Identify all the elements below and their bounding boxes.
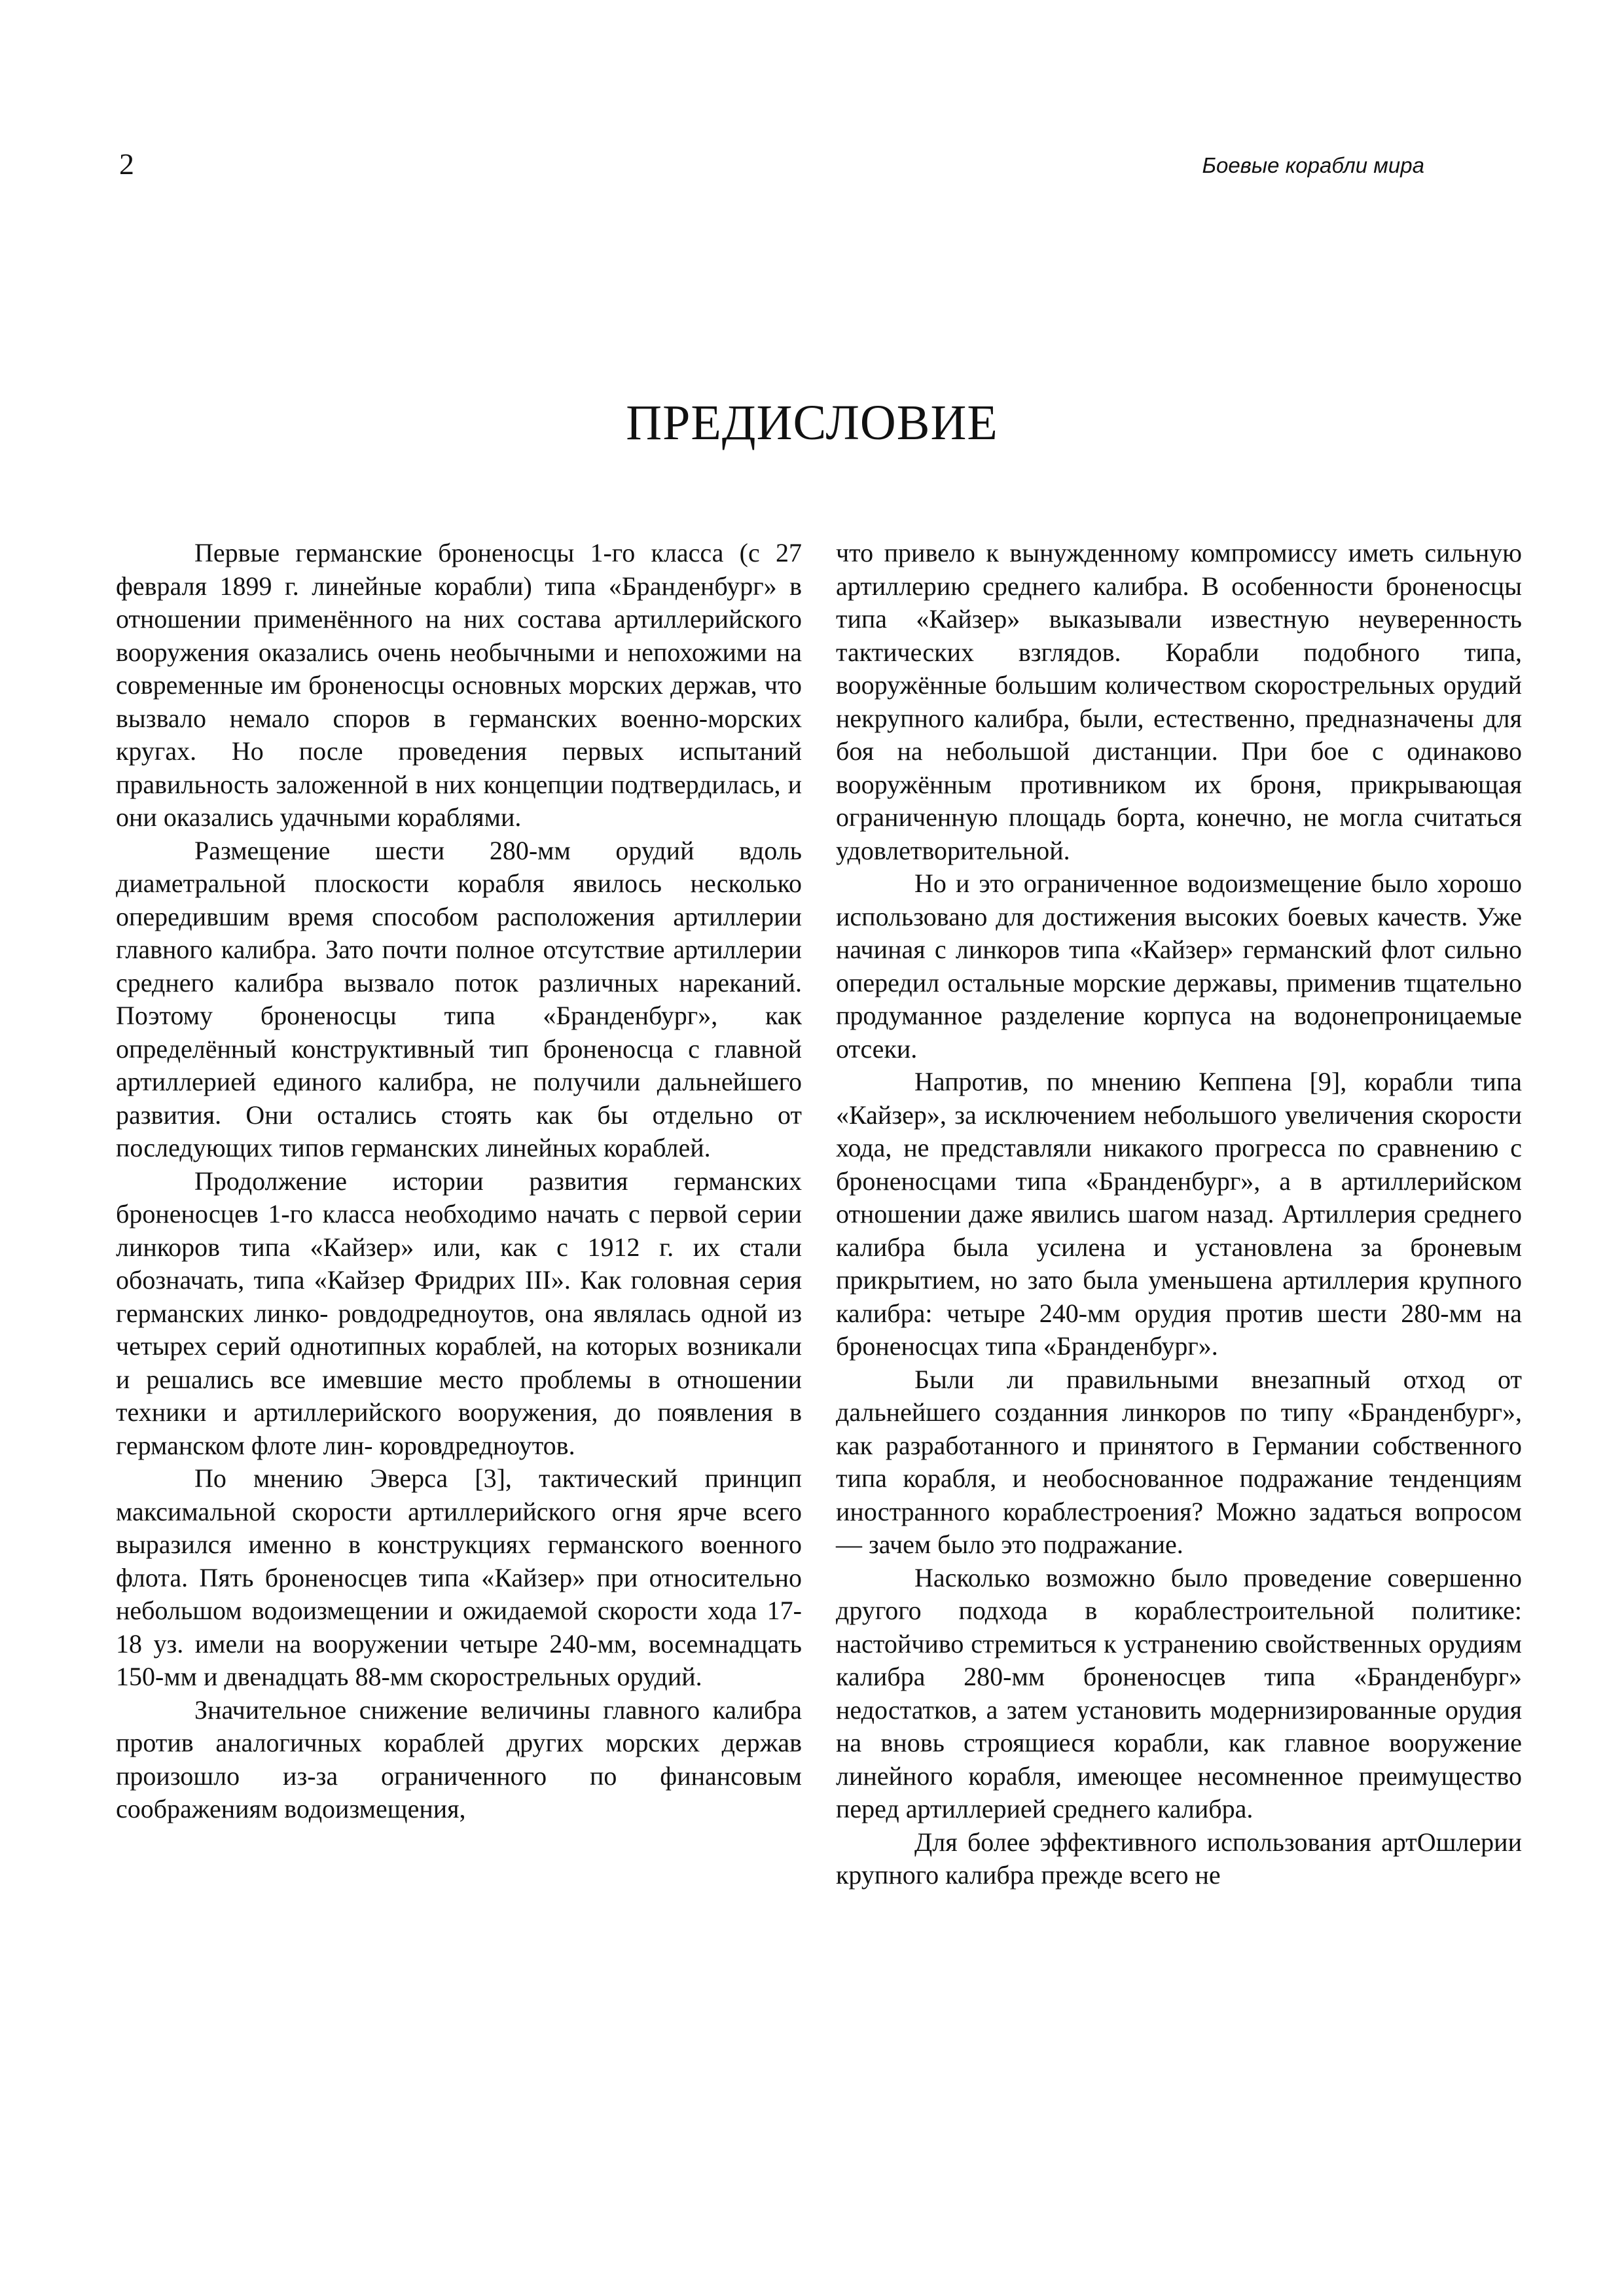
paragraph: По мнению Эверса [3], тактический принцип максимальной скорости артиллерийского огня ярче всего выразился именно в конструкциях германского военного флота. Пять броненосцев типа «Кайзер» при относительно небольшом водоизмещении и ожидаемой скорости хода 17-18 уз. имели на вооружении четыре 240-мм, восемнадцать 150-мм и двенадцать 88-мм скорострельных орудий.: [116, 1463, 802, 1691]
paragraph: Напротив, по мнению Кеппена [9], корабли типа «Кайзер», за исключением небольшого увеличения скорости хода, не представляли никакого прогресса по сравнению с броненосцами типа «Бранденбург», а в артиллерийском отношении даже явились шагом назад. Артиллерия среднего калибра была усилена и установлена за броневым прикрытием, но зато была уменьшена артиллерия крупного калибра: четыре 240-мм орудия против шести 280-мм на броненосцах типа «Бранденбург».: [836, 1067, 1522, 1361]
running-header: Боевые корабли мира: [1202, 153, 1424, 177]
right-column: [836, 537, 1522, 1892]
paragraph: Но и это ограниченное водоизмещение было хорошо использовано для достижения высоких боевых качеств. Уже начиная с линкоров типа «Кайзер» германский флот сильно опередил остальные морские державы, применив тщательно продуманное разделение корпуса на водонепроницаемые отсеки.: [836, 869, 1522, 1064]
paragraph: Для более эффективного использования артОшлерии крупного калибра прежде всего не: [836, 1827, 1522, 1890]
paragraph: Первые германские броненосцы 1-го класса (с 27 февраля 1899 г. линейные корабли) типа «Бранденбург» в отношении применённого на них состава артиллерийского вооружения оказались очень необычными и непохожими на современные им броненосцы основных морских держав, что вызвало немало споров в германских военно-морских кругах. Но после проведения первых испытаний правильность заложенной в них концепции подтвердилась, и они оказались удачными кораблями.: [116, 538, 802, 832]
paragraph: Продолжение истории развития германских броненосцев 1-го класса необходимо начать с первой серии линкоров типа «Кайзер» или, как с 1912 г. их стали обозначать, типа «Кайзер Фридрих III». Как головная серия германских линко- ровдодредноутов, она являлась одной из четырех серий однотипных кораблей, на которых возникали и решались все имевшие место проблемы в отношении техники и артиллерийского вооружения, до появления в германском флоте лин- коровдредноутов.: [116, 1166, 802, 1460]
paragraph: Значительное снижение величины главного калибра против аналогичных кораблей других морских держав произошло из-за ограниченного по финансовым соображениям водоизмещения,: [116, 1695, 802, 1823]
paragraph: Размещение шести 280-мм орудий вдоль диаметральной плоскости корабля явилось несколько опередившим время способом расположения артиллерии главного калибра. Зато почти полное отсутствие артиллерии среднего калибра вызвало поток различных нареканий. Поэтому броненосцы типа «Бранденбург», как определённый конструктивный тип броненосца с главной артиллерией единого калибра, не получили дальнейшего развития. Они остались стоять как бы отдельно от последующих типов германских линейных кораблей.: [116, 835, 802, 1162]
page-number: 2: [119, 147, 134, 181]
paragraph: Были ли правильными внезапный отход от дальнейшего созданния линкоров по типу «Бранденбург», как разработанного и принятого в Германии собственного типа корабля, и необоснованное подражание тенденциям иностранного кораблестроения? Можно задаться вопросом — зачем было это подражание.: [836, 1364, 1522, 1559]
paragraph-continued: что привело к вынужденному компромиссу иметь сильную артиллерию среднего калибра. В особенности броненосцы типа «Кайзер» выказывали известную неуверенность тактических взглядов. Корабли подобного типа, вооружённые большим количеством скорострельных орудий некрупного калибра, были, естественно, предназначены для боя на небольшой дистанции. При бое с одинаково вооружённым противником их броня, прикрывающая ограниченную площадь борта, конечно, не могла считаться удовлетворительной.: [836, 538, 1522, 865]
left-column: [116, 537, 802, 1826]
paragraph: Насколько возможно было проведение совершенно другого подхода в кораблестроительной политике: настойчиво стремиться к устранению свойственных орудиям калибра 280-мм броненосцев типа «Бранденбург» недостатков, а затем установить модернизированные орудия на вновь строящиеся корабли, как главное вооружение линейного корабля, имеющее несомненное преимущество перед артиллерией среднего калибра.: [836, 1562, 1522, 1823]
page-title: ПРЕДИСЛОВИЕ: [626, 395, 998, 450]
